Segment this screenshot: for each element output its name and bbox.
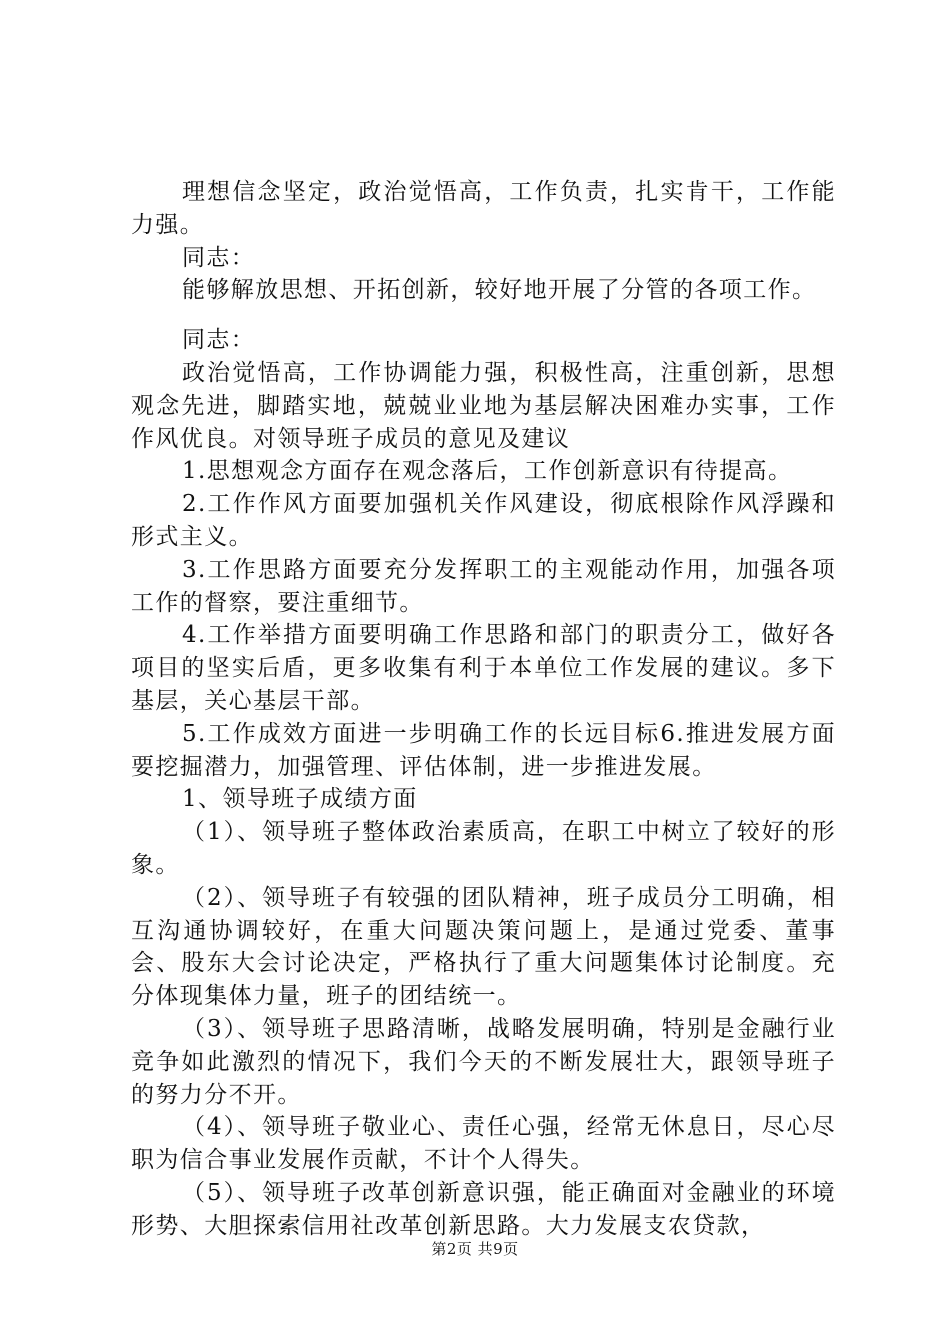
paragraph-suggestion-4: 4.工作举措方面要明确工作思路和部门的职责分工，做好各项目的坚实后盾，更多收集有利于本单位工作发展的建议。多下基层，关心基层干部。 [131, 622, 836, 714]
paragraph-suggestion-3: 3.工作思路方面要充分发挥职工的主观能动作用，加强各项工作的督察，要注重细节。 [131, 556, 836, 616]
paragraph-achievement-3: （3）、领导班子思路清晰，战略发展明确，特别是金融行业竞争如此激烈的情况下，我们今天的不断发展壮大，跟领导班子的努力分不开。 [131, 1015, 836, 1108]
page-number-footer: 第2页 共9页 [431, 1240, 519, 1258]
paragraph-suggestion-1: 1.思想观念方面存在观念落后，工作创新意识有待提高。 [182, 458, 793, 485]
paragraph-achievement-2: （2）、领导班子有较强的团队精神，班子成员分工明确，相互沟通协调较好，在重大问题决策问题上，是通过党委、董事会、股东大会讨论决定，严格执行了重大问题集体讨论制度。充分体现集体力量，班子的团结统一。 [131, 884, 836, 1010]
paragraph-achievement-1: （1）、领导班子整体政治素质高，在职工中树立了较好的形象。 [131, 819, 836, 878]
document-body [131, 176, 836, 1243]
section-heading-achievements: 1、领导班子成绩方面 [182, 786, 418, 813]
paragraph-ideals: 理想信念坚定，政治觉悟高，工作负责，扎实肯干，工作能力强。 [131, 179, 836, 238]
paragraph-achievement-5: （5）、领导班子改革创新意识强，能正确面对金融业的环境形势、大胆探索信用社改革创新思路。大力发展支农贷款， [131, 1179, 836, 1239]
paragraph-suggestion-2: 2.工作作风方面要加强机关作风建设，彻底根除作风浮躁和形式主义。 [131, 491, 836, 550]
paragraph-political-awareness: 政治觉悟高，工作协调能力强，积极性高，注重创新，思想观念先进，脚踏实地，兢兢业业地为基层解决困难办实事，工作作风优良。对领导班子成员的意见及建议 [131, 359, 836, 452]
paragraph-emancipate: 能够解放思想、开拓创新，较好地开展了分管的各项工作。 [182, 277, 817, 304]
paragraph-suggestion-5: 5.工作成效方面进一步明确工作的长远目标6.推进发展方面要挖掘潜力，加强管理、评估体制，进一步推进发展。 [131, 720, 836, 780]
paragraph-comrade-label-1: 同志： [182, 244, 256, 271]
paragraph-achievement-4: （4）、领导班子敬业心、责任心强，经常无休息日，尽心尽职为信合事业发展作贡献，不计个人得失。 [131, 1114, 836, 1174]
paragraph-comrade-label-2: 同志： [182, 327, 256, 354]
